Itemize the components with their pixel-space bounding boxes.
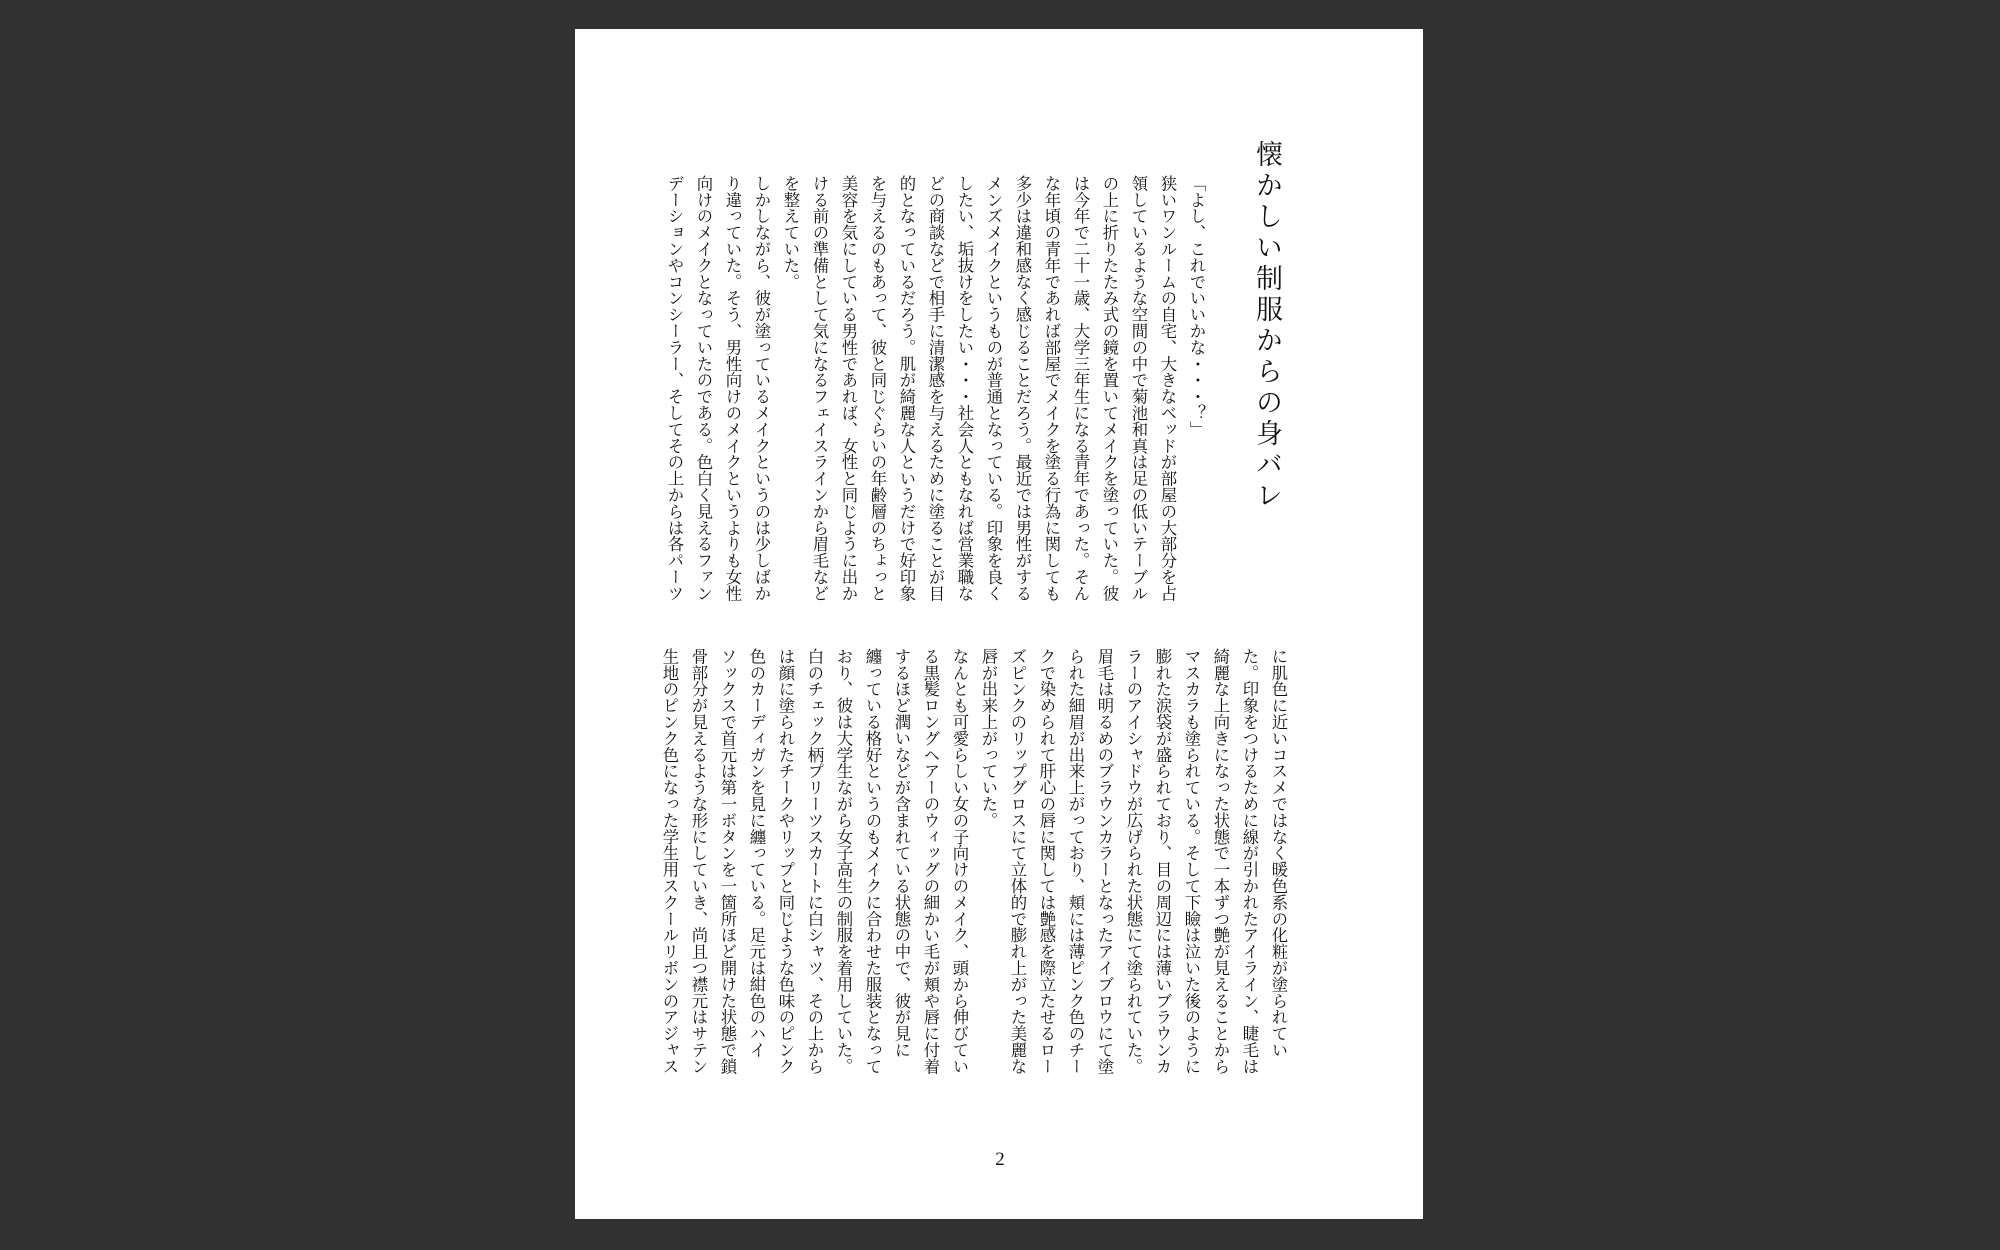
text-line: る黒髪ロングヘアーのウィッグの細かい毛が頬や唇に付着 — [921, 648, 940, 1075]
text-line: 白のチェック柄プリーツスカートに白シャツ、その上から — [805, 648, 824, 1075]
text-line: 「よし、これでいいかな・・・？」 — [1187, 175, 1206, 438]
text-line: クで染められて肝心の唇に関しては艶感を際立たせるロー — [1037, 648, 1056, 1075]
text-line: マスカラも塗られている。そして下瞼は泣いた後のように — [1182, 648, 1201, 1075]
text-line: ラーのアイシャドウが広げられた状態にて塗られていた。 — [1124, 648, 1143, 1075]
text-line: おり、彼は大学生ながら女子高生の制服を着用していた。 — [834, 648, 853, 1075]
text-line: メンズメイクというものが普通となっている。印象を良く — [984, 175, 1003, 602]
text-line: しかしながら、彼が塗っているメイクというのは少しばか — [752, 175, 771, 602]
text-line: ける前の準備として気になるフェイスラインから眉毛など — [810, 175, 829, 602]
text-line: に肌色に近いコスメではなく暖色系の化粧が塗られてい — [1269, 648, 1288, 1058]
text-line: ズピンクのリップグロスにて立体的で膨れ上がった美麗な — [1008, 648, 1027, 1075]
text-line: どの商談などで相手に清潔感を与えるために塗ることが目 — [926, 175, 945, 602]
text-line: 向けのメイクとなっていたのである。色白く見えるファン — [694, 175, 713, 602]
upper-text-block — [660, 175, 1211, 605]
text-line: を整えていた。 — [781, 175, 800, 290]
text-line: ソックスで首元は第一ボタンを一箇所ほど開けた状態で鎖 — [718, 648, 737, 1075]
text-line: な年頃の青年であれば部屋でメイクを塗る行為に関しても — [1042, 175, 1061, 602]
text-line: 狭いワンルームの自宅、大きなベッドが部屋の大部分を占 — [1158, 175, 1177, 602]
text-line: り違っていた。そう、男性向けのメイクというよりも女性 — [723, 175, 742, 602]
text-line: られた細眉が出来上がっており、頬には薄ピンク色のチー — [1066, 648, 1085, 1075]
text-line: デーションやコンシーラー、そしてその上からは各パーツ — [665, 175, 684, 602]
text-line: 眉毛は明るめのブラウンカラーとなったアイブロウにて塗 — [1095, 648, 1114, 1075]
text-line: したい、垢抜けをしたい・・・社会人ともなれば営業職な — [955, 175, 974, 602]
text-line: 色のカーディガンを見に纏っている。足元は紺色のハイ — [747, 648, 766, 1058]
lower-text-block — [655, 648, 1293, 1078]
text-line: 生地のピンク色になった学生用スクールリボンのアジャス — [660, 648, 679, 1075]
text-line: は顔に塗られたチークやリップと同じような色味のピンク — [776, 648, 795, 1075]
text-line: を与えるのもあって、彼と同じぐらいの年齢層のちょっと — [868, 175, 887, 602]
text-line: 綺麗な上向きになった状態で一本ずつ艶が見えることから — [1211, 648, 1230, 1075]
text-line: 的となっているだろう。肌が綺麗な人というだけで好印象 — [897, 175, 916, 602]
text-line: なんとも可愛らしい女の子向けのメイク、頭から伸びてい — [950, 648, 969, 1075]
text-line: 膨れた涙袋が盛られており、目の周辺には薄いブラウンカ — [1153, 648, 1172, 1075]
text-line: の上に折りたたみ式の鏡を置いてメイクを塗っていた。彼 — [1100, 175, 1119, 602]
text-line: 唇が出来上がっていた。 — [979, 648, 998, 829]
text-line: は今年で二十一歳、大学三年生になる青年であった。そん — [1071, 175, 1090, 602]
text-line: 美容を気にしている男性であれば、女性と同じように出か — [839, 175, 858, 602]
text-line: 纏っている格好というのもメイクに合わせた服装となって — [863, 648, 882, 1075]
text-line: 多少は違和感なく感じることだろう。最近では男性がする — [1013, 175, 1032, 602]
text-line: 領しているような空間の中で菊池和真は足の低いテーブル — [1129, 175, 1148, 602]
text-line: た。印象をつけるために線が引かれたアイライン、睫毛は — [1240, 648, 1259, 1075]
chapter-title: 懐かしい制服からの身バレ — [1251, 140, 1282, 512]
text-line: するほど潤いなどが含まれている状態の中で、彼が見に — [892, 648, 911, 1058]
document-page — [575, 29, 1423, 1219]
page-number: 2 — [995, 1149, 1005, 1170]
text-line: 骨部分が見えるような形にしていき、尚且つ襟元はサテン — [689, 648, 708, 1075]
